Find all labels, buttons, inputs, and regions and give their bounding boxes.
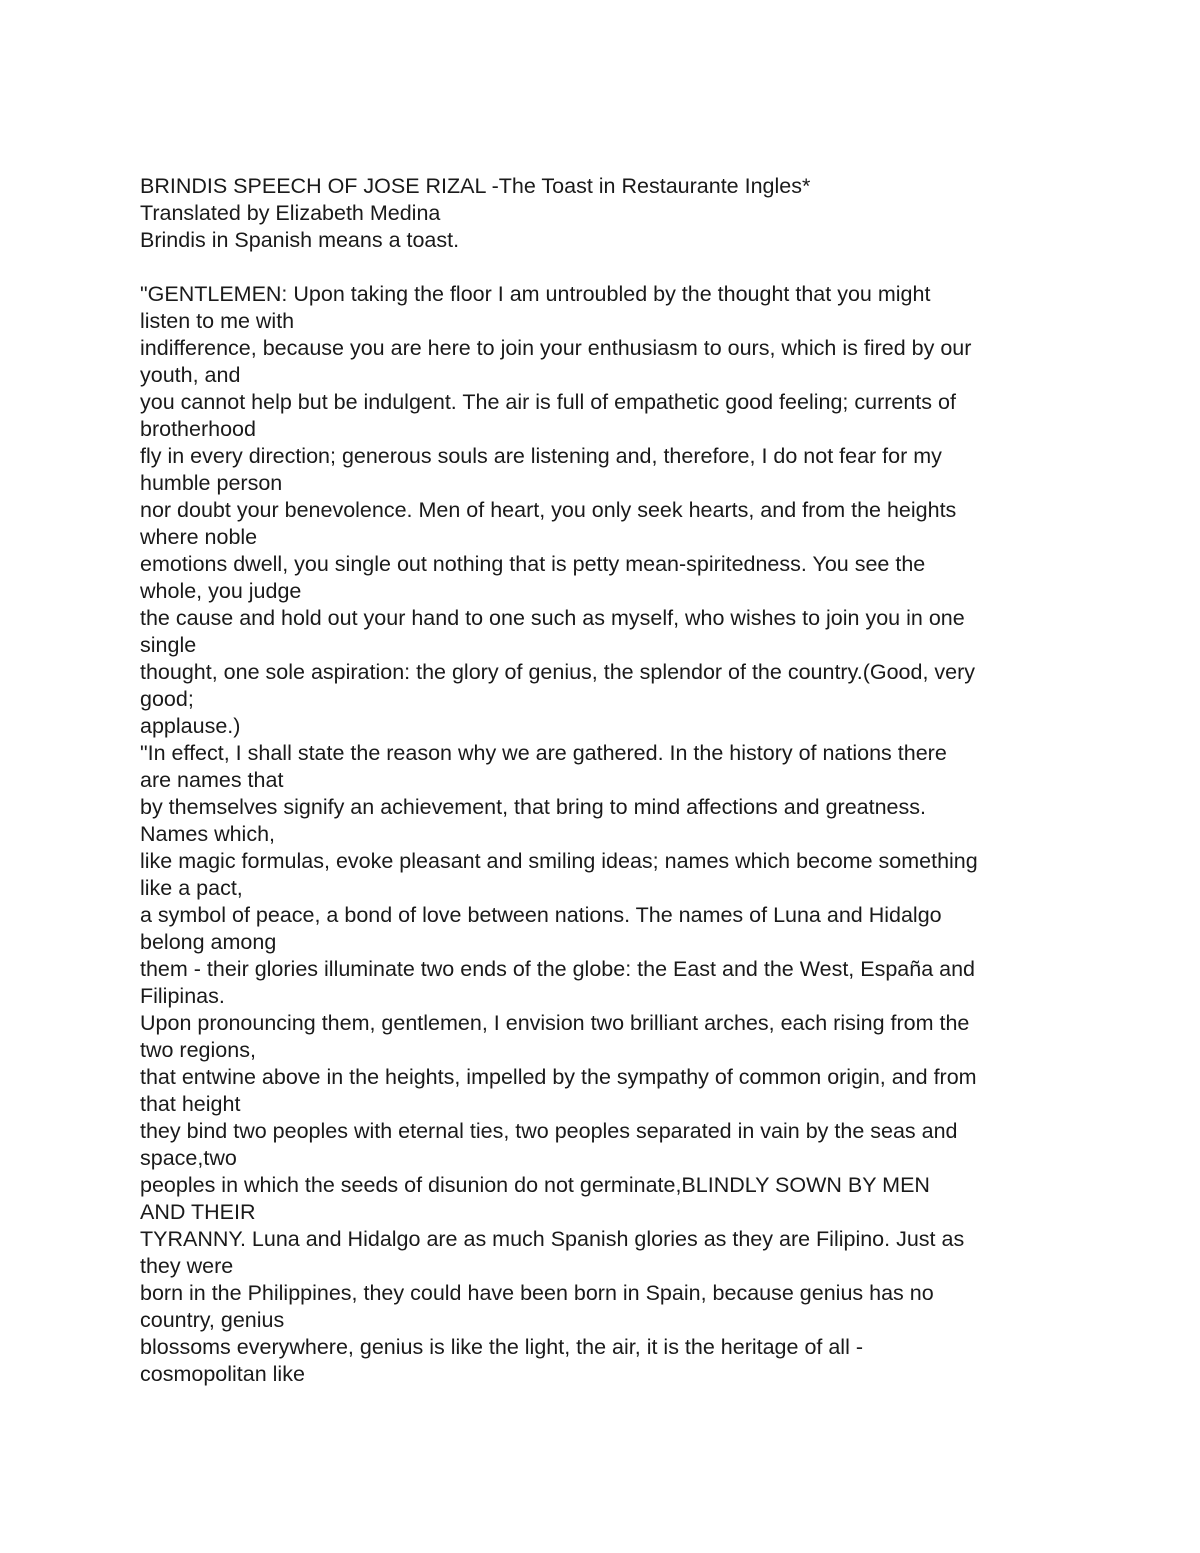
speech-line: AND THEIR — [140, 1200, 256, 1224]
speech-line: a symbol of peace, a bond of love between nations. The names of Luna and Hidalgo — [140, 903, 942, 927]
speech-line: cosmopolitan like — [140, 1362, 305, 1386]
speech-line: born in the Philippines, they could have been born in Spain, because genius has no — [140, 1281, 934, 1305]
speech-line: indifference, because you are here to join your enthusiasm to ours, which is fired by our — [140, 336, 972, 360]
speech-line: Filipinas. — [140, 984, 225, 1008]
speech-line: two regions, — [140, 1038, 256, 1062]
document-text — [140, 173, 1070, 1388]
speech-line: country, genius — [140, 1308, 285, 1332]
speech-line: where noble — [140, 525, 258, 549]
speech-line: good; — [140, 687, 194, 711]
speech-line: nor doubt your benevolence. Men of heart, you only seek hearts, and from the heights — [140, 498, 957, 522]
speech-line: "GENTLEMEN: Upon taking the floor I am untroubled by the thought that you might — [140, 282, 931, 306]
translator-line: Translated by Elizabeth Medina — [140, 201, 441, 225]
document-title: BRINDIS SPEECH OF JOSE RIZAL -The Toast in Restaurante Ingles* — [140, 174, 811, 198]
speech-line: listen to me with — [140, 309, 295, 333]
speech-line: peoples in which the seeds of disunion do not germinate,BLINDLY SOWN BY MEN — [140, 1173, 930, 1197]
speech-line: humble person — [140, 471, 283, 495]
speech-line: TYRANNY. Luna and Hidalgo are as much Spanish glories as they are Filipino. Just as — [140, 1227, 965, 1251]
speech-line: that entwine above in the heights, impelled by the sympathy of common origin, and from — [140, 1065, 977, 1089]
speech-line: whole, you judge — [140, 579, 302, 603]
speech-line: the cause and hold out your hand to one such as myself, who wishes to join you in one — [140, 606, 965, 630]
speech-line: they bind two peoples with eternal ties, two peoples separated in vain by the seas and — [140, 1119, 958, 1143]
paragraph-spacer — [140, 254, 1070, 281]
speech-line: space,two — [140, 1146, 237, 1170]
speech-line: belong among — [140, 930, 277, 954]
speech-line: applause.) — [140, 714, 241, 738]
speech-line: like magic formulas, evoke pleasant and smiling ideas; names which become something — [140, 849, 978, 873]
speech-line: like a pact, — [140, 876, 243, 900]
speech-line: are names that — [140, 768, 284, 792]
speech-line: you cannot help but be indulgent. The air is full of empathetic good feeling; currents of — [140, 390, 956, 414]
speech-line: blossoms everywhere, genius is like the light, the air, it is the heritage of all - — [140, 1335, 863, 1359]
speech-line: them - their glories illuminate two ends of the globe: the East and the West, España and — [140, 957, 976, 981]
speech-line: single — [140, 633, 197, 657]
speech-body — [140, 281, 1070, 1388]
speech-line: Names which, — [140, 822, 276, 846]
speech-line: by themselves signify an achievement, that bring to mind affections and greatness. — [140, 795, 926, 819]
speech-line: they were — [140, 1254, 234, 1278]
definition-line: Brindis in Spanish means a toast. — [140, 228, 460, 252]
speech-line: "In effect, I shall state the reason why we are gathered. In the history of nations there — [140, 741, 947, 765]
speech-line: emotions dwell, you single out nothing that is petty mean-spiritedness. You see the — [140, 552, 926, 576]
speech-line: youth, and — [140, 363, 241, 387]
speech-line: fly in every direction; generous souls are listening and, therefore, I do not fear for my — [140, 444, 942, 468]
speech-line: that height — [140, 1092, 241, 1116]
speech-line: Upon pronouncing them, gentlemen, I envision two brilliant arches, each rising from the — [140, 1011, 970, 1035]
speech-line: brotherhood — [140, 417, 256, 441]
speech-line: thought, one sole aspiration: the glory of genius, the splendor of the country.(Good, very — [140, 660, 976, 684]
